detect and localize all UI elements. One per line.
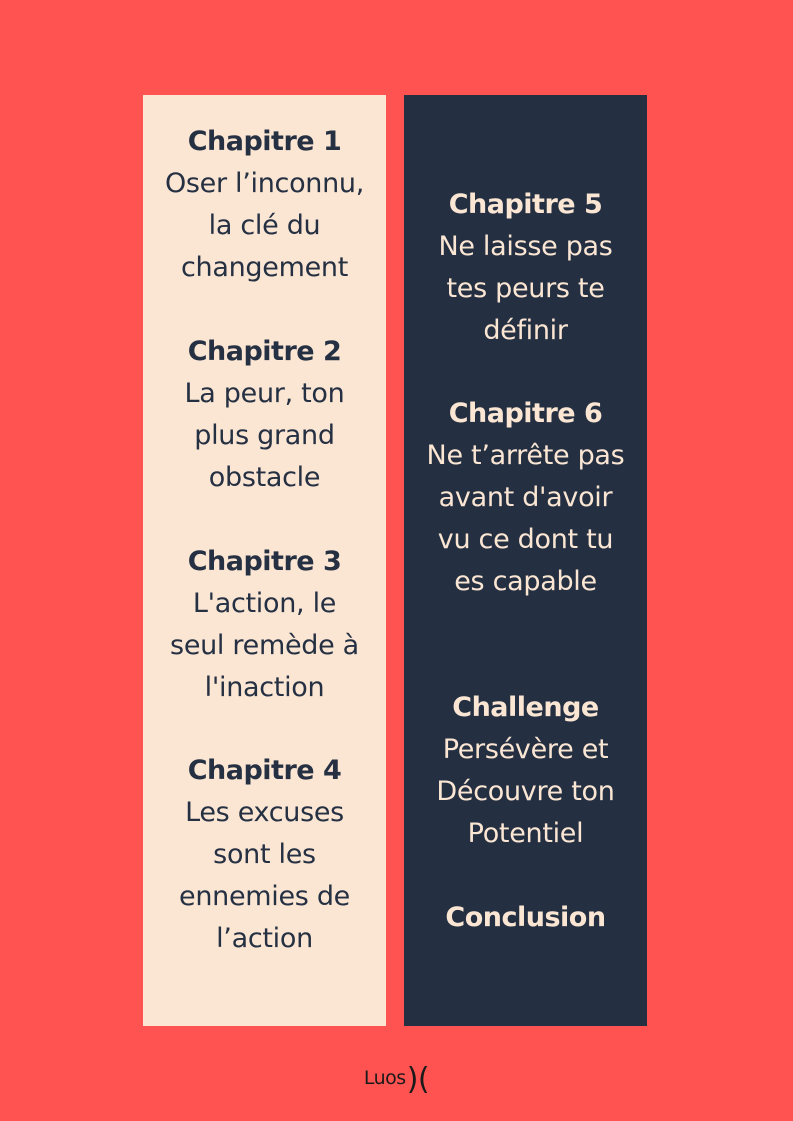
chapter-4-entry [143,750,386,960]
chapter-1-title: Chapitre 1 [187,126,342,157]
luos-logo [0,1062,793,1097]
conclusion-title: Conclusion [445,902,606,933]
chapter-4-title: Chapitre 4 [187,755,342,786]
chapter-6-entry [404,393,647,603]
chapter-2-title: Chapitre 2 [187,336,342,367]
chapter-5-subtitle: Ne laisse pas tes peurs te définir [438,231,613,346]
chapter-1-entry [143,121,386,289]
challenge-title: Challenge [452,692,599,723]
chapter-3-subtitle: L'action, le seul remède à l'inaction [170,588,359,703]
chapter-3-entry [143,541,386,709]
chapter-4-subtitle: Les excuses sont les ennemies de l’action [179,797,350,954]
chapter-1-subtitle: Oser l’inconnu, la clé du changement [164,168,365,283]
chapter-5-title: Chapitre 5 [448,189,603,220]
chapter-5-entry [404,184,647,352]
table-of-contents-left-panel [143,95,386,1026]
conclusion-entry [404,897,647,939]
chapter-2-entry [143,331,386,499]
table-of-contents-right-panel [404,95,647,1026]
challenge-subtitle: Persévère et Découvre ton Potentiel [436,734,615,849]
chapter-6-title: Chapitre 6 [448,398,603,429]
logo-wordmark: Luos [363,1067,406,1089]
chapter-3-title: Chapitre 3 [187,546,342,577]
logo-mark: )( [406,1062,430,1097]
chapter-6-subtitle: Ne t’arrête pas avant d'avoir vu ce dont tu es capable [426,440,625,597]
challenge-entry [404,687,647,855]
chapter-2-subtitle: La peur, ton plus grand obstacle [184,378,345,493]
